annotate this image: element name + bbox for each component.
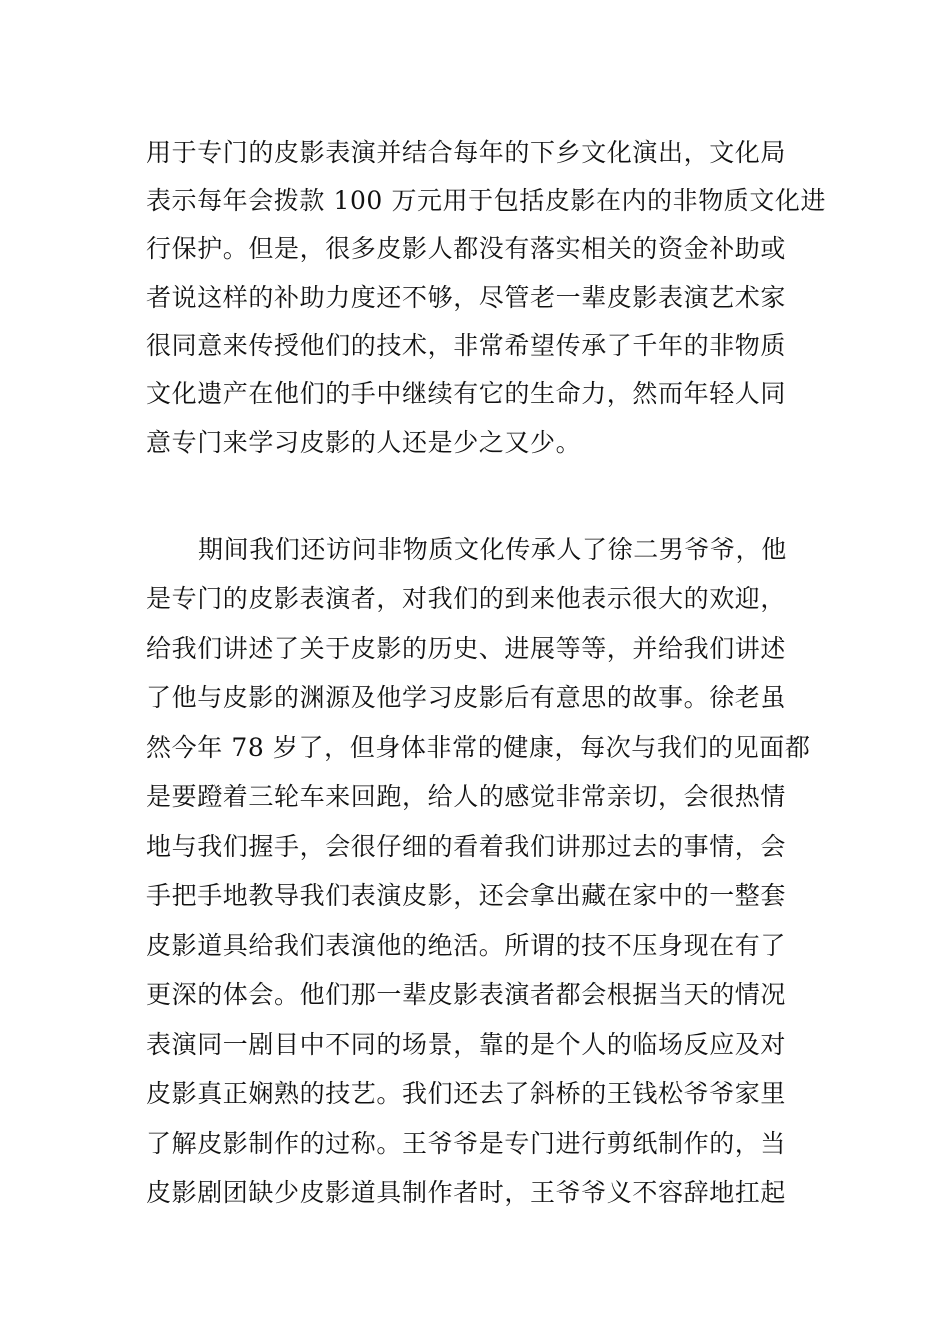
paragraph-2-line-14: 皮影剧团缺少皮影道具制作者时，王爷爷义不容辞地扛起 (146, 1178, 787, 1207)
paragraph-2-line-3: 给我们讲述了关于皮影的历史、进展等等，并给我们讲述 (146, 634, 787, 663)
paragraph-2-line-6: 是要蹬着三轮车来回跑，给人的感觉非常亲切，会很热情 (146, 782, 787, 811)
paragraph-2-line-5: 然今年 78 岁了，但身体非常的健康，每次与我们的见面都 (146, 733, 811, 762)
paragraph-2-line-13: 了解皮影制作的过称。王爷爷是专门进行剪纸制作的，当 (146, 1129, 787, 1158)
paragraph-1-line-6: 文化遗产在他们的手中继续有它的生命力，然而年轻人同 (146, 379, 787, 408)
paragraph-2-line-10: 更深的体会。他们那一辈皮影表演者都会根据当天的情况 (146, 980, 787, 1009)
paragraph-2-line-2: 是专门的皮影表演者，对我们的到来他表示很大的欢迎， (146, 584, 787, 613)
paragraph-2-line-12: 皮影真正娴熟的技艺。我们还去了斜桥的王钱松爷爷家里 (146, 1079, 787, 1108)
paragraph-2-line-1: 期间我们还访问非物质文化传承人了徐二男爷爷，他 (198, 535, 787, 564)
paragraph-2-line-7: 地与我们握手，会很仔细的看着我们讲那过去的事情，会 (146, 832, 787, 861)
paragraph-2-line-11: 表演同一剧目中不同的场景，靠的是个人的临场反应及对 (146, 1030, 787, 1059)
paragraph-2-line-8: 手把手地教导我们表演皮影，还会拿出藏在家中的一整套 (146, 881, 787, 910)
paragraph-1-line-4: 者说这样的补助力度还不够，尽管老一辈皮影表演艺术家 (146, 283, 787, 312)
paragraph-1-line-7: 意专门来学习皮影的人还是少之又少。 (146, 428, 582, 457)
paragraph-1-line-2: 表示每年会拨款 100 万元用于包括皮影在内的非物质文化进 (146, 186, 827, 215)
paragraph-1-line-1: 用于专门的皮影表演并结合每年的下乡文化演出，文化局 (146, 138, 787, 167)
paragraph-2-line-9: 皮影道具给我们表演他的绝活。所谓的技不压身现在有了 (146, 931, 787, 960)
paragraph-1-line-3: 行保护。但是，很多皮影人都没有落实相关的资金补助或 (146, 234, 787, 263)
paragraph-1-line-5: 很同意来传授他们的技术，非常希望传承了千年的非物质 (146, 331, 787, 360)
paragraph-2-line-4: 了他与皮影的渊源及他学习皮影后有意思的故事。徐老虽 (146, 683, 787, 712)
